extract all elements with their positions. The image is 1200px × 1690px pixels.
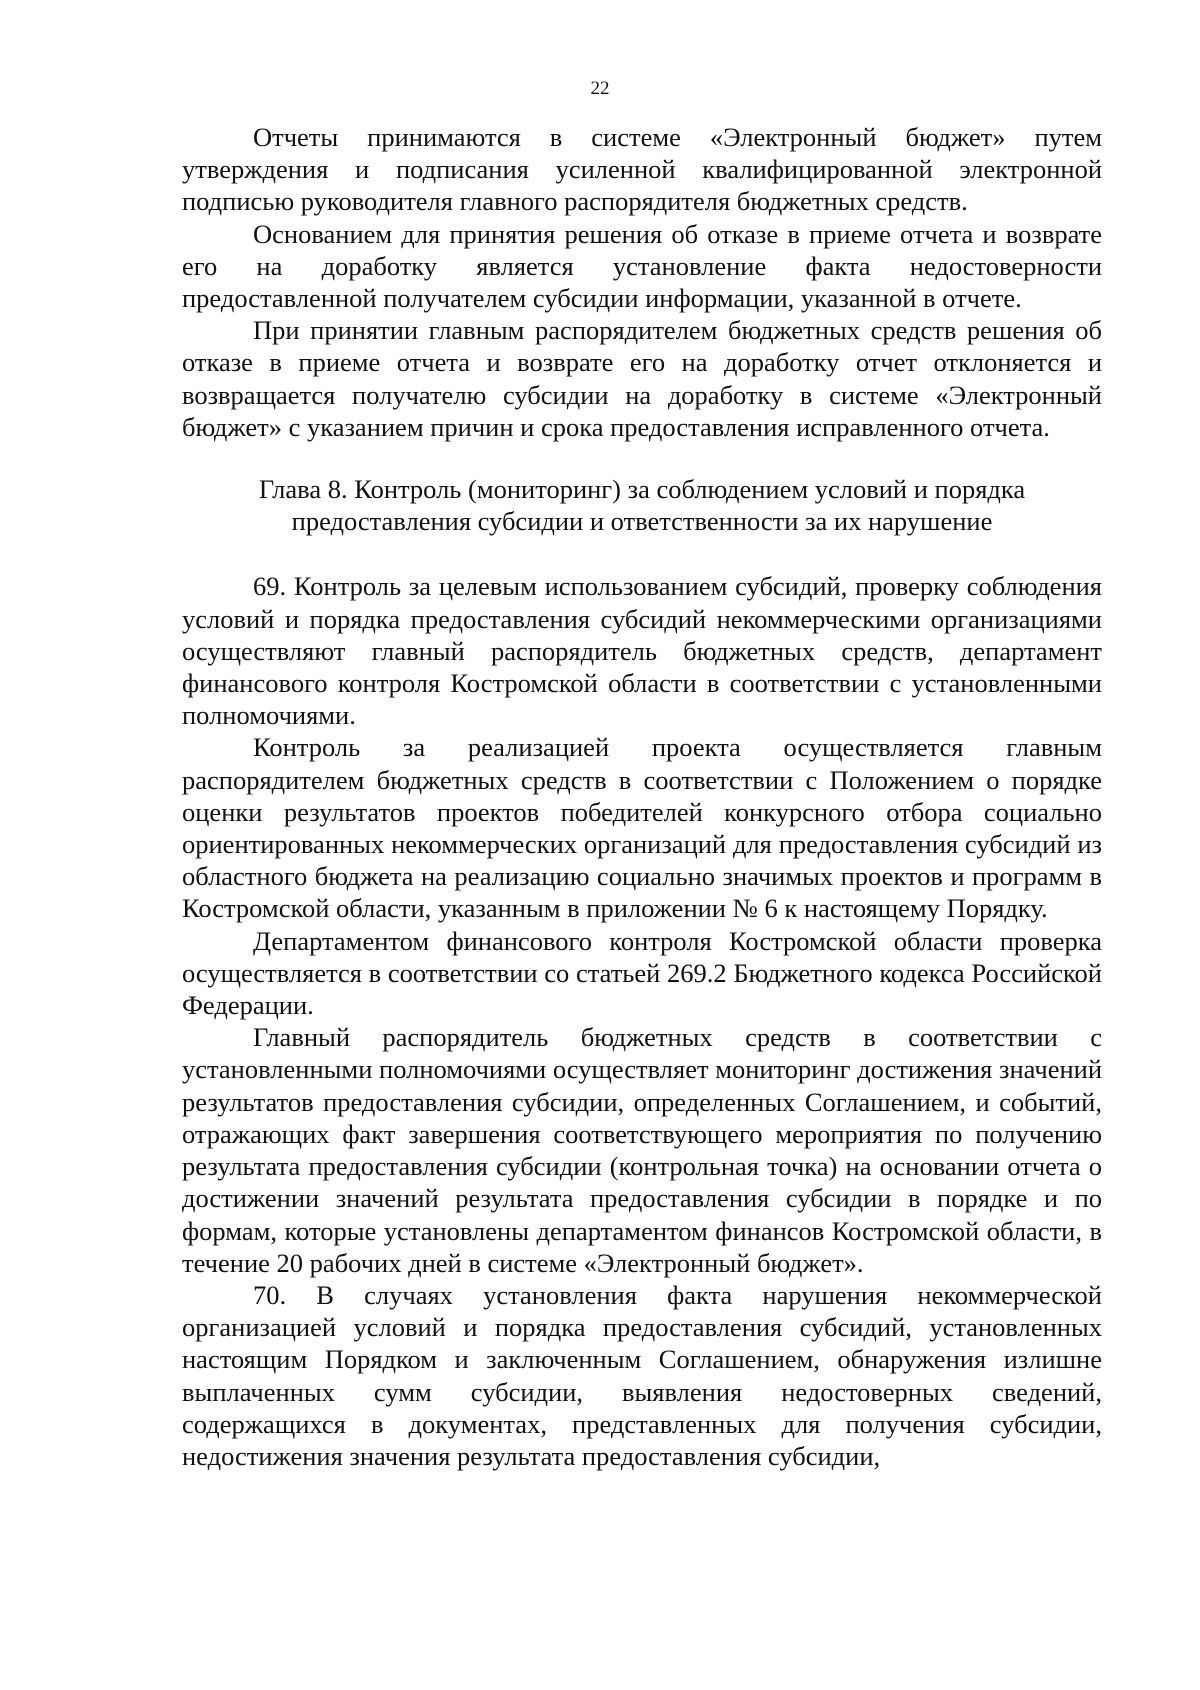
paragraph-project-control: Контроль за реализацией проекта осуществляется главным распорядителем бюджетных средств в соответствии с Положением о порядке оценки результатов проектов победителей конкурсного отбора социально ориентированных некоммерческих организаций для предоставления субсидий из областного бюджета на реализацию социально значимых проектов и программ в Костромской области, указанным в приложении № 6 к настоящему Порядку. [182,732,1102,924]
page-number: 22 [590,78,610,99]
chapter-heading-line-2: предоставления субсидии и ответственности за их нарушение [291,506,993,537]
paragraph-69: 69. Контроль за целевым использованием субсидий, проверку соблюдения условий и порядка предоставления субсидий некоммерческими организациями осуществляют главный распорядитель бюджетных средств, департамент финансового контроля Костромской области в соответствии с установленными полномочиями. [182,571,1102,731]
paragraph-refusal-procedure: При принятии главным распорядителем бюджетных средств решения об отказе в приеме отчета и возврате его на доработку отчет отклоняется и возвращается получателю субсидии на доработку в системе «Электронный бюджет» с указанием причин и срока предоставления исправленного отчета. [182,315,1102,442]
paragraph-financial-control-check: Департаментом финансового контроля Костромской области проверка осуществляется в соответствии со статьей 269.2 Бюджетного кодекса Российской Федерации. [182,925,1102,1021]
chapter-heading [182,473,1102,537]
chapter-heading-line-1: Глава 8. Контроль (мониторинг) за соблюдением условий и порядка [258,474,1026,505]
paragraph-70: 70. В случаях установления факта нарушения некоммерческой организацией условий и порядка предоставления субсидий, установленных настоящим Порядком и заключенным Соглашением, обнаружения излишне выплаченных сумм субсидии, выявления недостоверных сведений, содержащихся в документах, представленных для получения субсидии, недостижения значения результата предоставления субсидии, [182,1279,1102,1471]
paragraph-reports-acceptance: Отчеты принимаются в системе «Электронный бюджет» путем утверждения и подписания усиленной квалифицированной электронной подписью руководителя главного распорядителя бюджетных средств. [182,122,1102,217]
paragraph-refusal-grounds: Основанием для принятия решения об отказе в приеме отчета и возврате его на доработку является установление факта недостоверности предоставленной получателем субсидии информации, указанной в отчете. [182,218,1102,314]
paragraph-monitoring: Главный распорядитель бюджетных средств в соответствии с установленными полномочиями осуществляет мониторинг достижения значений результатов предоставления субсидии, определенных Соглашением, и событий, отражающих факт завершения соответствующего мероприятия по получению результата предоставления субсидии (контрольная точка) на основании отчета о достижении значений результата предоставления субсидии в порядке и по формам, которые установлены департаментом финансов Костромской области, в течение 20 рабочих дней в системе «Электронный бюджет». [182,1022,1102,1278]
document-body [182,121,1102,1472]
